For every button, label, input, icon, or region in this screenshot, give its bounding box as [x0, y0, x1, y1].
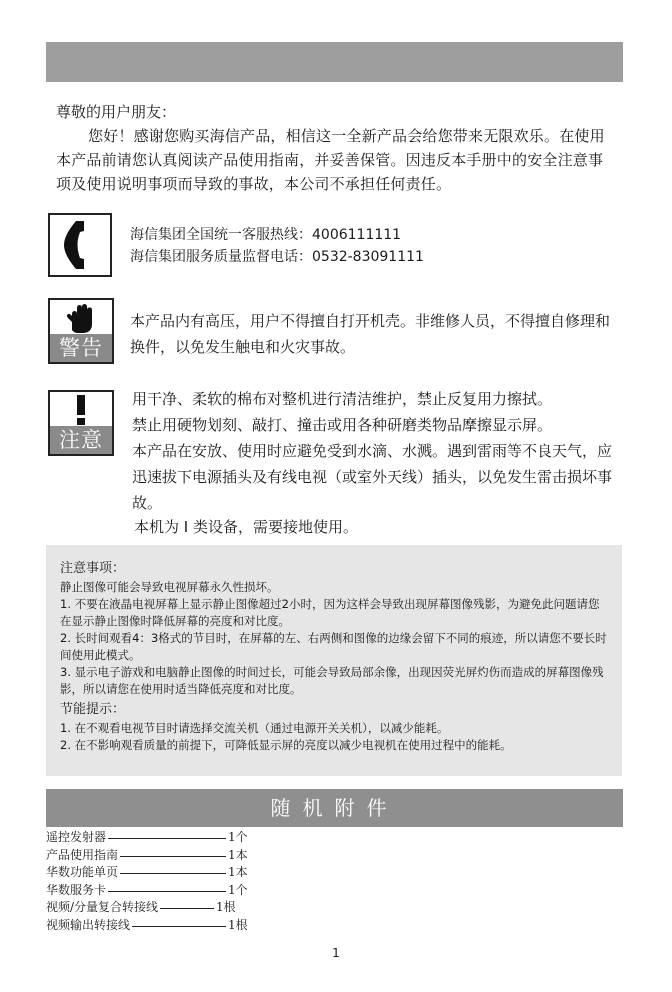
leader-line [160, 908, 214, 909]
accessory-qty: 1本 [228, 865, 248, 879]
list-item [46, 829, 248, 847]
accessory-name: 视频/分量复合转接线 [46, 900, 159, 914]
phone-icon [48, 213, 112, 277]
warning-label: 警告 [50, 334, 112, 362]
list-item [46, 847, 248, 865]
leader-line [108, 891, 226, 892]
caution-badge [48, 390, 114, 456]
accessory-name: 遥控发射器 [46, 830, 107, 844]
leader-line [132, 926, 226, 927]
energy-item-1: 1. 在不观看电视节目时请选择交流关机（通过电源开关关机），以减少能耗。 [60, 721, 449, 735]
hand-stop-icon [50, 300, 112, 336]
accessories-title: 随机附件 [46, 789, 623, 827]
warning-badge [48, 298, 114, 364]
caution-line-3: 本产品在安放、使用时应避免受到水滴、水溅。遇到雷雨等不良天气，应迅速拔下电源插头及有线电视（或室外天线）插头，以免发生雷击损坏事故。 [132, 442, 613, 512]
greeting: 尊敬的用户朋友： [56, 103, 177, 121]
notice-item-3: 3. 显示电子游戏和电脑静止图像的时间过长，可能会导致局部余像，出现因荧光屏灼伤而造成的屏幕图像残影，所以请您在使用时适当降低亮度和对比度。 [60, 665, 604, 696]
header-bar [46, 42, 623, 82]
phone-handset-icon [50, 215, 110, 275]
list-item [46, 917, 248, 935]
accessories-list [46, 829, 248, 934]
intro-section [56, 100, 616, 196]
accessory-name: 产品使用指南 [46, 847, 119, 862]
list-item [46, 882, 248, 900]
accessory-name: 视频输出转接线 [46, 917, 131, 932]
accessory-qty: 1根 [228, 917, 248, 932]
energy-title: 节能提示： [60, 702, 126, 717]
page-number: 1 [332, 946, 340, 960]
caution-line-2: 禁止用硬物划刻、敲打、撞击或用各种研磨类物品摩擦显示屏。 [132, 416, 553, 434]
exclamation-icon [50, 392, 112, 428]
quality-hotline: 海信集团服务质量监督电话：0532-83091111 [130, 249, 424, 265]
accessory-qty: 1个 [228, 882, 248, 897]
accessory-qty: 1个 [228, 830, 248, 844]
hotline-section [130, 224, 424, 268]
notice-lead: 静止图像可能会导致电视屏幕永久性损坏。 [60, 580, 279, 594]
intro-paragraph: 您好！感谢您购买海信产品，相信这一全新产品会给您带来无限欢乐。在使用本产品前请您认真阅读产品使用指南，并妥善保管。因违反本手册中的安全注意事项及使用说明事项而导致的事故，本公司不承担任何责任。 [56, 127, 605, 193]
caution-label: 注意 [50, 426, 112, 454]
accessory-name: 华数服务卡 [46, 882, 107, 897]
class-note: 本机为 Ⅰ 类设备，需要接地使用。 [134, 518, 358, 536]
caution-line-1: 用干净、柔软的棉布对整机进行清洁维护，禁止反复用力擦拭。 [132, 390, 553, 408]
notice-item-2: 2. 长时间观看4：3格式的节目时，在屏幕的左、右两侧和图像的边缘会留下不同的痕迹，所以请您不要长时间使用此模式。 [60, 631, 607, 662]
accessory-name: 华数功能单页 [46, 865, 119, 879]
notice-title: 注意事项： [60, 561, 126, 576]
list-item [46, 864, 248, 882]
energy-item-2: 2. 在不影响观看质量的前提下，可降低显示屏的亮度以减少电视机在使用过程中的能耗。 [60, 738, 512, 752]
leader-line [120, 856, 226, 857]
accessory-qty: 1本 [228, 847, 248, 862]
leader-line [120, 873, 226, 874]
leader-line [108, 838, 226, 839]
accessory-qty: 1根 [216, 900, 236, 914]
service-hotline: 海信集团全国统一客服热线：4006111111 [130, 227, 402, 243]
notice-item-1: 1. 不要在液晶电视屏幕上显示静止图像超过2小时，因为这样会导致出现屏幕图像残影，为避免此问题请您在显示静止图像时降低屏幕的亮度和对比度。 [60, 597, 600, 628]
caution-text [132, 386, 620, 516]
warning-text: 本产品内有高压，用户不得擅自打开机壳。非维修人员，不得擅自修理和换件，以免发生触电和火灾事故。 [130, 312, 611, 356]
notice-panel [46, 545, 622, 776]
list-item [46, 899, 248, 917]
